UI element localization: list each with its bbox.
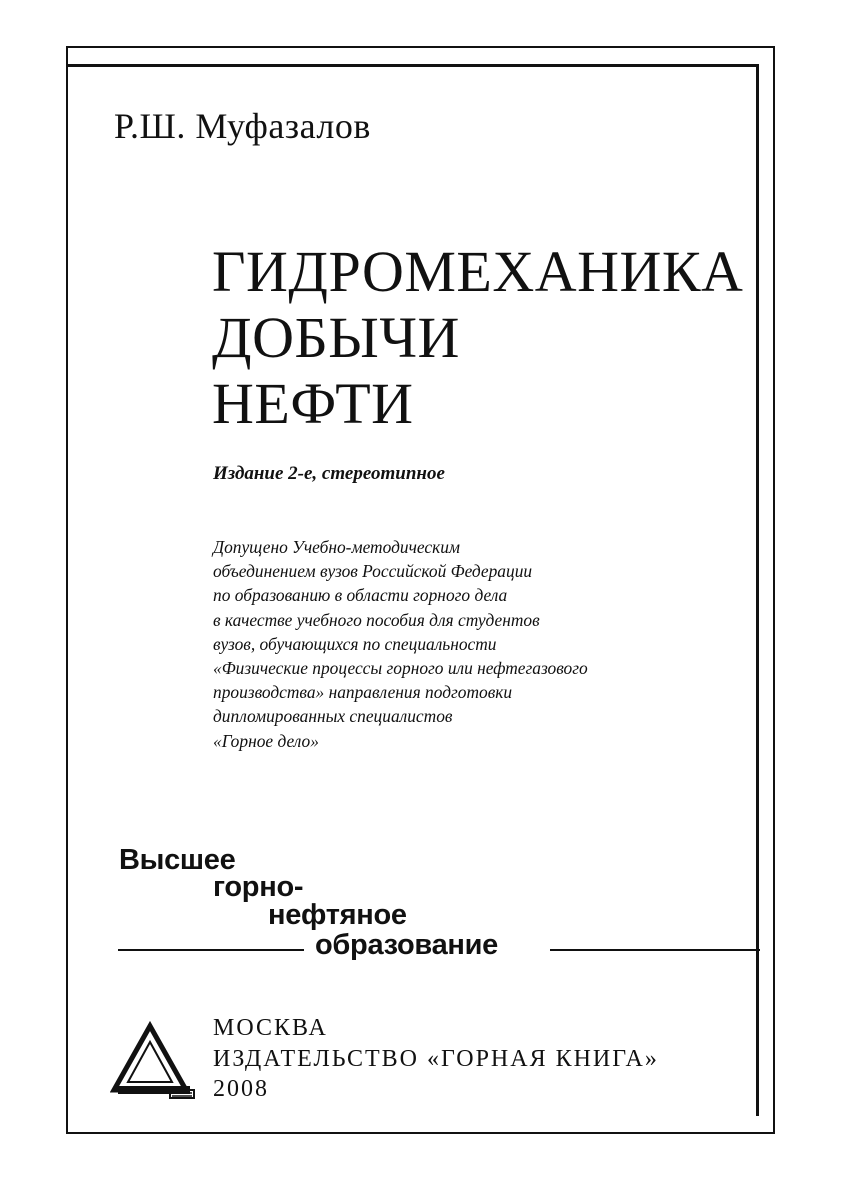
publisher-name: ИЗДАТЕЛЬСТВО «ГОРНАЯ КНИГА»: [213, 1046, 659, 1072]
series-title-line-4: образование: [315, 929, 498, 961]
series-title-line-1: Высшее: [119, 844, 236, 876]
page-frame-inner-top: [66, 64, 759, 67]
approval-line: производства» направления подготовки: [213, 682, 513, 703]
author-name: Р.Ш. Муфазалов: [114, 106, 371, 146]
approval-line: дипломированных специалистов: [213, 706, 453, 727]
approval-line: Допущено Учебно-методическим: [213, 537, 461, 557]
book-title-line-1: ГИДРОМЕХАНИКА: [212, 239, 744, 304]
publication-year: 2008: [213, 1076, 269, 1102]
series-rule-left: [118, 949, 304, 951]
book-title-line-2: ДОБЫЧИ: [212, 305, 460, 370]
approval-statement: [213, 535, 588, 753]
series-title-line-2: горно-: [213, 871, 304, 903]
publisher-city: МОСКВА: [213, 1015, 328, 1041]
approval-line: объединением вузов Российской Федерации: [213, 561, 533, 582]
approval-line: «Горное дело»: [213, 730, 319, 751]
book-title-line-3: НЕФТИ: [212, 371, 414, 436]
series-title-line-3: нефтяное: [268, 899, 407, 931]
page-frame-inner-right: [756, 64, 759, 1116]
triangle-book-logo-icon: [110, 1020, 196, 1100]
approval-line: «Физические процессы горного или нефтегазового: [213, 657, 588, 678]
approval-line: вузов, обучающихся по специальности: [213, 633, 497, 654]
series-rule-right: [550, 949, 760, 951]
approval-line: в качестве учебного пособия для студентов: [213, 609, 540, 630]
edition-note: Издание 2-е, стереотипное: [213, 463, 445, 484]
approval-line: по образованию в области горного дела: [213, 585, 508, 606]
